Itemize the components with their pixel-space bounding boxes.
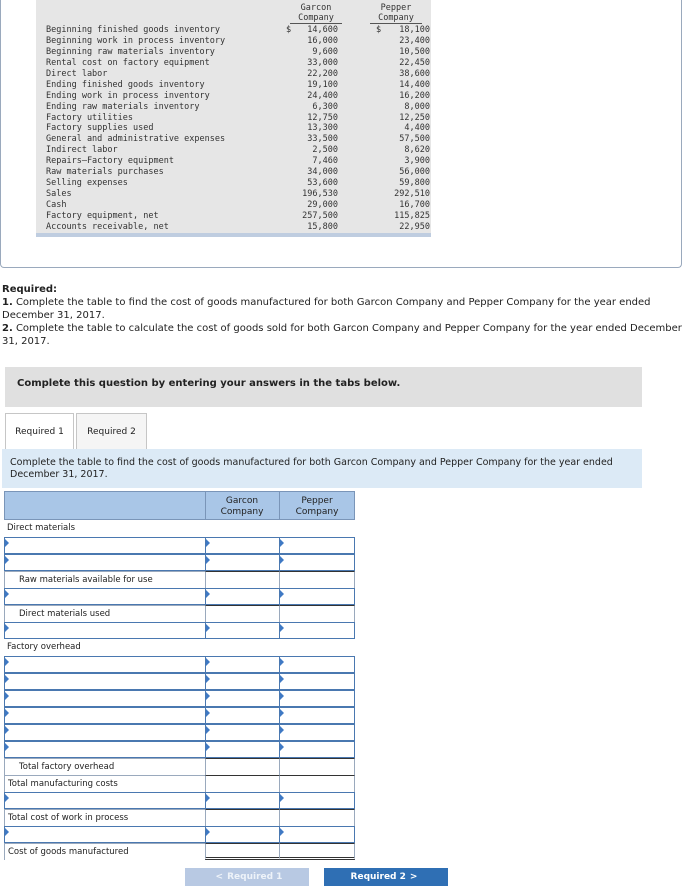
instruction-bar: Complete this question by entering your answers in the tabs below.: [5, 367, 642, 407]
data-row-label: Indirect labor: [46, 145, 118, 156]
grid-label-input[interactable]: [8, 828, 205, 843]
grid-pepper-input-cell[interactable]: [279, 690, 355, 707]
grid-label-input-cell[interactable]: [4, 724, 205, 741]
input-flag-icon: [280, 709, 284, 717]
grid-label-input[interactable]: [8, 624, 205, 639]
grid-label-input-cell[interactable]: [4, 826, 205, 843]
data-row: Ending work in process inventory 24,400 16,200: [46, 90, 430, 101]
data-row: Sales 196,530 292,510: [46, 189, 430, 200]
grid-col-pepper: Pepper Company: [295, 496, 339, 517]
tab-required-1[interactable]: Required 1: [5, 413, 74, 449]
required-item-1: 1. Complete the table to find the cost of goods manufactured for both Garcon Company and Pepper Company for the year ended December 31, 2017.: [2, 297, 651, 321]
grid-input-row: [4, 792, 355, 809]
col-header-garcon: Garcon Company: [286, 3, 346, 23]
grid-row-label: Raw materials available for use: [4, 571, 205, 588]
next-required-button[interactable]: Required 2 >: [324, 868, 448, 886]
grid-garcon-total-cell[interactable]: [205, 809, 279, 826]
grid-pepper-input-cell[interactable]: [279, 622, 355, 639]
grid-label-input-cell[interactable]: [4, 741, 205, 758]
data-panel: [0, 0, 682, 268]
grid-pepper-total-cell[interactable]: [279, 758, 355, 775]
grid-garcon-total-cell[interactable]: [205, 605, 279, 622]
input-flag-icon: [206, 743, 210, 751]
grid-input-row: [4, 537, 355, 554]
input-flag-icon: [5, 556, 9, 564]
grid-garcon-input-cell[interactable]: [205, 656, 279, 673]
grid-label-input[interactable]: [8, 675, 205, 690]
required-item-2: 2. Complete the table to calculate the cost of goods sold for both Garcon Company and Pepper Company for the year ended December 31, 2017.: [2, 323, 682, 347]
data-row-label: Beginning raw materials inventory: [46, 46, 215, 57]
grid-garcon-input-cell[interactable]: [205, 554, 279, 571]
data-row: Cash 29,000 16,700: [46, 200, 430, 210]
grid-pepper-input-cell[interactable]: [279, 792, 355, 809]
prev-required-button[interactable]: < Required 1: [185, 868, 309, 886]
grid-factory-overhead-row: [4, 639, 355, 656]
grid-label-input-cell[interactable]: [4, 588, 205, 605]
data-row: Accounts receivable, net 15,800 22,950: [46, 221, 430, 232]
input-flag-icon: [206, 828, 210, 836]
data-row-label: Repairs—Factory equipment: [46, 156, 174, 167]
input-flag-icon: [5, 590, 9, 598]
grid-pepper-total-cell[interactable]: [279, 571, 355, 588]
grid-pepper-input-cell[interactable]: [279, 673, 355, 690]
grid-pepper-input-cell[interactable]: [279, 656, 355, 673]
grid-label-input-cell[interactable]: [4, 707, 205, 724]
data-row: Beginning raw materials inventory 9,600 10,500: [46, 46, 430, 57]
grid-pepper-total-cell[interactable]: [279, 809, 355, 826]
input-flag-icon: [206, 692, 210, 700]
required-instructions: [2, 283, 682, 348]
data-row-label: Beginning work in process inventory: [46, 35, 226, 46]
grid-garcon-total-cell[interactable]: [205, 843, 279, 860]
data-row: Direct labor 22,200 38,600: [46, 68, 430, 79]
grid-input-row: [4, 724, 355, 741]
grid-pepper-total-input[interactable]: [280, 851, 354, 864]
chevron-right-icon: >: [409, 872, 418, 882]
grid-label-input[interactable]: [8, 539, 205, 554]
input-flag-icon: [206, 624, 210, 632]
data-row-label: Accounts receivable, net: [46, 221, 169, 232]
grid-label-input-cell[interactable]: [4, 792, 205, 809]
tab-prompt: Complete the table to find the cost of goods manufactured for both Garcon Company and Pepper Company for the year ended December 31, 2017.: [2, 449, 642, 488]
grid-pepper-total-cell[interactable]: [279, 605, 355, 622]
input-flag-icon: [206, 556, 210, 564]
grid-label-input[interactable]: [8, 726, 205, 741]
grid-pepper-total-cell[interactable]: [279, 843, 355, 860]
grid-row-label: Total factory overhead: [4, 758, 205, 775]
grid-pepper-input-cell[interactable]: [279, 707, 355, 724]
grid-row-label: Cost of goods manufactured: [4, 843, 205, 860]
grid-garcon-input-cell[interactable]: [205, 741, 279, 758]
grid-direct-used-row: [4, 605, 355, 622]
input-flag-icon: [206, 675, 210, 683]
data-row-label: Ending finished goods inventory: [46, 79, 205, 90]
grid-row-label: Direct materials used: [4, 605, 205, 622]
grid-garcon-total-input[interactable]: [206, 851, 279, 864]
grid-input-row: [4, 707, 355, 724]
grid-label-input-cell[interactable]: [4, 656, 205, 673]
input-flag-icon: [280, 658, 284, 666]
data-row: Factory supplies used 13,300 4,400: [46, 123, 430, 134]
grid-label-input[interactable]: [8, 658, 205, 673]
grid-raw-available-row: [4, 571, 355, 588]
data-row-label: Cash: [46, 200, 67, 210]
data-row-label: Factory equipment, net: [46, 210, 159, 221]
input-flag-icon: [5, 794, 9, 802]
input-flag-icon: [5, 624, 9, 632]
grid-label-input[interactable]: [8, 794, 205, 809]
data-row-label: Rental cost on factory equipment: [46, 57, 210, 68]
grid-pepper-input-cell[interactable]: [279, 588, 355, 605]
input-flag-icon: [5, 675, 9, 683]
input-flag-icon: [280, 624, 284, 632]
data-row: Raw materials purchases 34,000 56,000: [46, 167, 430, 178]
data-row-label: Raw materials purchases: [46, 167, 164, 178]
required-title: Required:: [2, 284, 58, 295]
grid-label-input[interactable]: [8, 743, 205, 758]
input-flag-icon: [206, 726, 210, 734]
input-flag-icon: [280, 828, 284, 836]
input-flag-icon: [280, 556, 284, 564]
grid-label-input[interactable]: [8, 709, 205, 724]
grid-garcon-total-cell[interactable]: [205, 571, 279, 588]
grid-input-row: [4, 690, 355, 707]
data-row-label: Selling expenses: [46, 178, 128, 189]
input-flag-icon: [206, 590, 210, 598]
data-row-label: Ending work in process inventory: [46, 90, 210, 101]
data-row-label: Sales: [46, 189, 72, 200]
grid-input-row: [4, 673, 355, 690]
input-flag-icon: [206, 794, 210, 802]
input-flag-icon: [5, 828, 9, 836]
input-flag-icon: [280, 675, 284, 683]
grid-row-label: Total manufacturing costs: [4, 775, 205, 792]
grid-garcon-input-cell[interactable]: [205, 707, 279, 724]
input-flag-icon: [5, 658, 9, 666]
grid-garcon-input-cell[interactable]: [205, 724, 279, 741]
col-header-pepper: Pepper Company: [366, 3, 426, 23]
grid-input-row: [4, 554, 355, 571]
data-row: Beginning work in process inventory 16,000 23,400: [46, 35, 430, 46]
grid-label-input[interactable]: [8, 556, 205, 571]
data-row-label: Factory utilities: [46, 112, 133, 123]
grid-row-label: Factory overhead: [7, 642, 81, 652]
input-flag-icon: [280, 692, 284, 700]
grid-garcon-total-cell[interactable]: [205, 775, 279, 792]
grid-garcon-input-cell[interactable]: [205, 792, 279, 809]
data-row: Factory equipment, net 257,500 115,825: [46, 210, 430, 221]
grid-garcon-input-cell[interactable]: [205, 588, 279, 605]
grid-pepper-input-cell[interactable]: [279, 537, 355, 554]
grid-label-input[interactable]: [8, 590, 205, 605]
input-flag-icon: [206, 658, 210, 666]
grid-header: [4, 491, 355, 520]
grid-label-input-cell[interactable]: [4, 537, 205, 554]
input-flag-icon: [5, 743, 9, 751]
grid-input-row: [4, 656, 355, 673]
input-flag-icon: [5, 709, 9, 717]
grid-label-input-cell[interactable]: [4, 690, 205, 707]
input-flag-icon: [5, 539, 9, 547]
input-flag-icon: [280, 539, 284, 547]
grid-pepper-input-cell[interactable]: [279, 741, 355, 758]
data-row: Ending finished goods inventory 19,100 14,400: [46, 79, 430, 90]
data-row: Ending raw materials inventory 6,300 8,000: [46, 101, 430, 112]
data-row: Factory utilities 12,750 12,250: [46, 112, 430, 123]
chevron-left-icon: <: [215, 872, 224, 882]
input-flag-icon: [206, 709, 210, 717]
grid-label-input-cell[interactable]: [4, 554, 205, 571]
data-row-label: Beginning finished goods inventory: [46, 25, 220, 35]
input-flag-icon: [280, 726, 284, 734]
grid-garcon-input-cell[interactable]: [205, 673, 279, 690]
grid-input-row: [4, 826, 355, 843]
grid-total-wip-row: [4, 809, 355, 826]
grid-pepper-total-cell[interactable]: [279, 775, 355, 792]
grid-input-row: [4, 741, 355, 758]
data-row-label: General and administrative expenses: [46, 134, 226, 145]
data-row: Rental cost on factory equipment 33,000 22,450: [46, 57, 430, 68]
grid-garcon-input-cell[interactable]: [205, 537, 279, 554]
grid-pepper-input-cell[interactable]: [279, 724, 355, 741]
grid-col-garcon: Garcon Company: [220, 496, 264, 517]
data-row-label: Ending raw materials inventory: [46, 101, 200, 112]
grid-garcon-input-cell[interactable]: [205, 826, 279, 843]
grid-row-label: Total cost of work in process: [4, 809, 205, 826]
grid-garcon-input-cell[interactable]: [205, 622, 279, 639]
input-flag-icon: [206, 539, 210, 547]
data-rows: [36, 25, 431, 233]
grid-label-input-cell[interactable]: [4, 622, 205, 639]
grid-row-label: Direct materials: [7, 523, 76, 533]
data-row: Repairs—Factory equipment 7,460 3,900: [46, 156, 430, 167]
data-row: Beginning finished goods inventory $ 14,600 $ 18,100: [46, 25, 430, 35]
tab-required-2[interactable]: Required 2: [76, 413, 147, 449]
grid-label-input[interactable]: [8, 692, 205, 707]
input-flag-icon: [280, 794, 284, 802]
grid-pepper-input-cell[interactable]: [279, 826, 355, 843]
grid-total-mfg-row: [4, 775, 355, 792]
data-row: Indirect labor 2,500 8,620: [46, 145, 430, 156]
grid-total-overhead-row: [4, 758, 355, 775]
grid-pepper-input-cell[interactable]: [279, 554, 355, 571]
grid-input-row: [4, 622, 355, 639]
input-flag-icon: [280, 590, 284, 598]
data-row-label: Factory supplies used: [46, 123, 154, 134]
data-row: General and administrative expenses 33,500 57,500: [46, 134, 430, 145]
data-row-label: Direct labor: [46, 68, 108, 79]
grid-direct-materials-row: [4, 520, 355, 537]
grid-garcon-total-cell[interactable]: [205, 758, 279, 775]
input-flag-icon: [5, 692, 9, 700]
input-flag-icon: [280, 743, 284, 751]
grid-cogm-row: [4, 843, 355, 860]
input-flag-icon: [5, 726, 9, 734]
grid-input-row: [4, 588, 355, 605]
company-data-table: [36, 0, 431, 237]
data-row: Selling expenses 53,600 59,800: [46, 178, 430, 189]
grid-garcon-input-cell[interactable]: [205, 690, 279, 707]
grid-label-input-cell[interactable]: [4, 673, 205, 690]
